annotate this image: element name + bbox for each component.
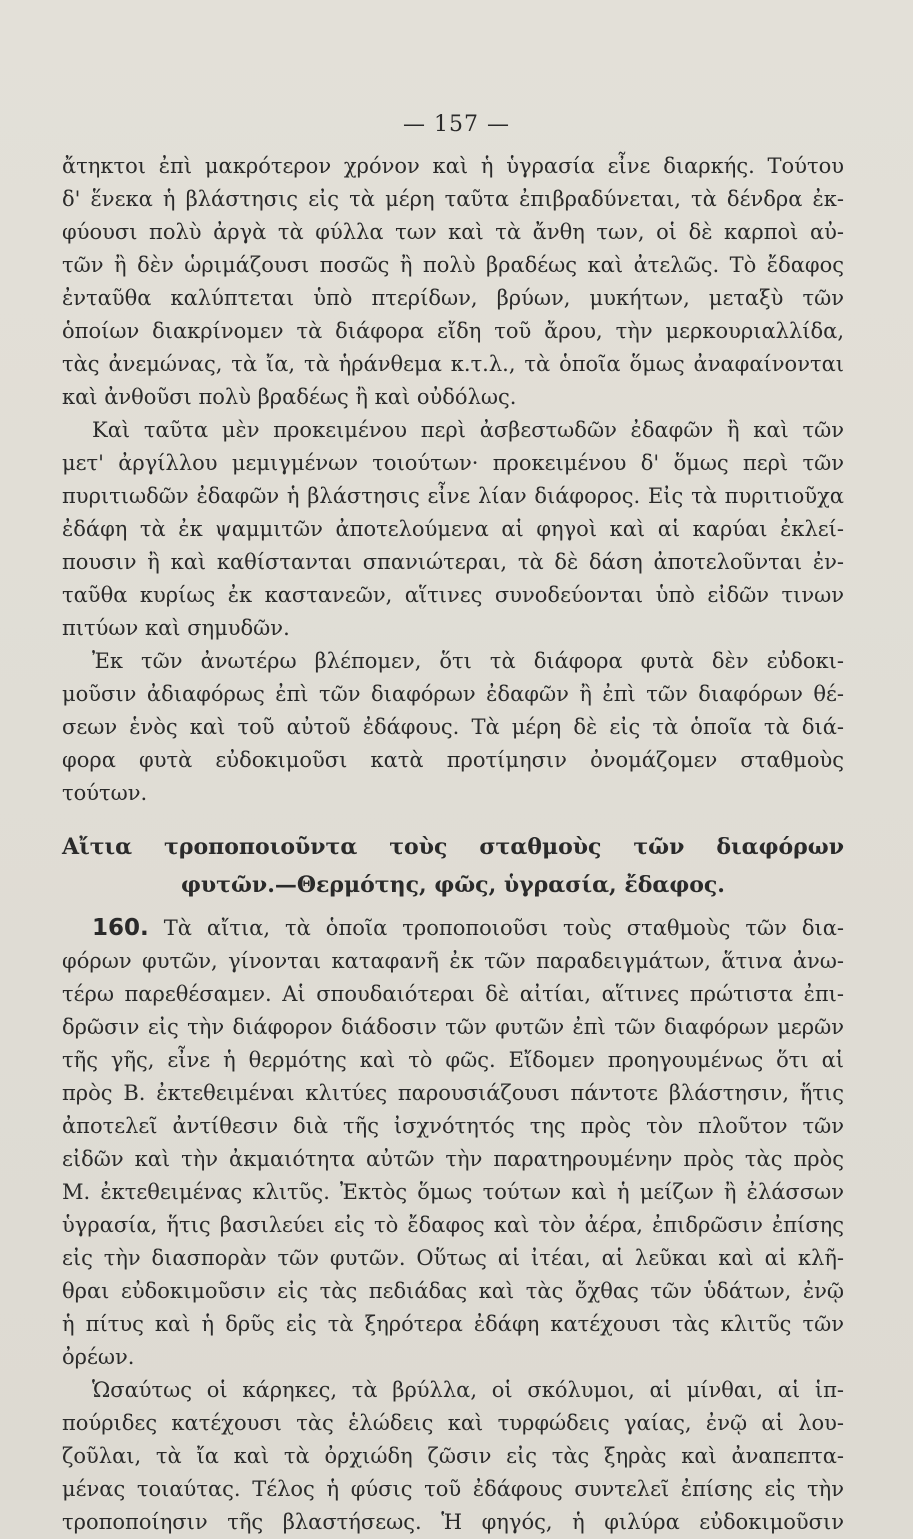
paragraph-3 xyxy=(62,645,844,810)
paragraph-2 xyxy=(62,414,844,645)
text-line: καὶ ἀνθοῦσι πολὺ βραδέως ἢ καὶ οὐδόλως. xyxy=(62,385,517,409)
paragraph-1 xyxy=(62,150,844,414)
text-line: μοῦσιν ἀδιαφόρως ἐπὶ τῶν διαφόρων ἐδαφῶν ἢ ἐπὶ τῶν διαφόρων θέ- xyxy=(62,682,844,706)
text-line xyxy=(62,912,844,945)
page-number: — 157 — xyxy=(403,112,510,137)
text-line: φύουσι πολὺ ἀργὰ τὰ φύλλα των καὶ τὰ ἄνθη των, οἱ δὲ καρποὶ αὐ- xyxy=(62,220,844,244)
text-line: δ' ἕνεκα ἡ βλάστησις εἰς τὰ μέρη ταῦτα ἐπιβραδύνεται, τὰ δένδρα ἐκ- xyxy=(62,187,844,211)
text-line: ὁποίων διακρίνομεν τὰ διάφορα εἴδη τοῦ ἄρου, τὴν μερκουριαλλίδα, xyxy=(62,319,844,343)
spacer xyxy=(62,810,844,828)
body-text xyxy=(62,150,844,1539)
text-line: μετ' ἀργίλλου μεμιγμένων τοιούτων· προκειμένου δ' ὅμως περὶ τῶν xyxy=(62,451,844,475)
text-line: ἐδάφη τὰ ἐκ ψαμμιτῶν ἀποτελούμενα αἱ φηγοὶ καὶ αἱ καρύαι ἐκλεί- xyxy=(62,517,844,541)
text-line: τούτων. xyxy=(62,781,148,805)
text-line: τῆς γῆς, εἶνε ἡ θερμότης καὶ τὸ φῶς. Εἴδομεν προηγουμένως ὅτι αἱ xyxy=(62,1048,844,1072)
text-line: ὑγρασία, ἥτις βασιλεύει εἰς τὸ ἔδαφος καὶ τὸν ἀέρα, ἐπιδρῶσιν ἐπίσης xyxy=(62,1213,844,1237)
text-line: ἐνταῦθα καλύπτεται ὑπὸ πτερίδων, βρύων, μυκήτων, μεταξὺ τῶν xyxy=(62,286,844,310)
text-line: ὀρέων. xyxy=(62,1345,135,1369)
text-line: ἡ πίτυς καὶ ἡ δρῦς εἰς τὰ ξηρότερα ἐδάφη κατέχουσι τὰς κλιτῦς τῶν xyxy=(62,1312,844,1336)
paragraph-5 xyxy=(62,1374,844,1539)
text-line: θραι εὐδοκιμοῦσιν εἰς τὰς πεδιάδας καὶ τὰς ὄχθας τῶν ὑδάτων, ἐνῷ xyxy=(62,1279,844,1303)
text-line: δρῶσιν εἰς τὴν διάφορον διάδοσιν τῶν φυτῶν ἐπὶ τῶν διαφόρων μερῶν xyxy=(62,1015,844,1039)
text-line: τὰς ἀνεμώνας, τὰ ἴα, τὰ ἡράνθεμα κ.τ.λ., τὰ ὁποῖα ὅμως ἀναφαίνονται xyxy=(62,352,844,376)
text-line: φόρων φυτῶν, γίνονται καταφανῆ ἐκ τῶν παραδειγμάτων, ἅτινα ἀνω- xyxy=(62,949,844,973)
text-line: Ἐκ τῶν ἀνωτέρω βλέπομεν, ὅτι τὰ διάφορα φυτὰ δὲν εὐδοκι- xyxy=(92,649,844,673)
text-line: τροποποίησιν τῆς βλαστήσεως. Ἡ φηγός, ἡ φιλύρα εὐδοκιμοῦσιν xyxy=(62,1510,844,1534)
section-heading xyxy=(62,828,844,904)
text-line: πυριτιωδῶν ἐδαφῶν ἡ βλάστησις εἶνε λίαν διάφορος. Εἰς τὰ πυριτιοῦχα xyxy=(62,484,844,508)
section-number: 160. xyxy=(92,915,149,941)
text-line: Μ. ἐκτεθειμένας κλιτῦς. Ἐκτὸς ὅμως τούτων καὶ ἡ μείζων ἢ ἐλάσσων xyxy=(62,1180,844,1204)
heading-line: Αἴτια τροποποιοῦντα τοὺς σταθμοὺς τῶν διαφόρων xyxy=(62,834,844,860)
text-line: ἀποτελεῖ ἀντίθεσιν διὰ τῆς ἰσχνότητός της πρὸς τὸν πλοῦτον τῶν xyxy=(62,1114,844,1138)
text-line: Καὶ ταῦτα μὲν προκειμένου περὶ ἀσβεστωδῶν ἐδαφῶν ἢ καὶ τῶν xyxy=(92,418,844,442)
heading-line: φυτῶν.—Θερμότης, φῶς, ὑγρασία, ἔδαφος. xyxy=(181,872,725,898)
text-line: πρὸς Β. ἐκτεθειμέναι κλιτύες παρουσιάζουσι πάντοτε βλάστησιν, ἥτις xyxy=(62,1081,844,1105)
text-line: φορα φυτὰ εὐδοκιμοῦσι κατὰ προτίμησιν ὀνομάζομεν σταθμοὺς xyxy=(62,748,844,772)
text-line: τέρω παρεθέσαμεν. Αἱ σπουδαιότεραι δὲ αἰτίαι, αἵτινες πρώτιστα ἐπι- xyxy=(62,982,844,1006)
paragraph-4 xyxy=(62,912,844,1374)
text-line: πιτύων καὶ σημυδῶν. xyxy=(62,616,290,640)
text-line: ζοῦλαι, τὰ ἴα καὶ τὰ ὀρχιώδη ζῶσιν εἰς τὰς ξηρὰς καὶ ἀναπεπτα- xyxy=(62,1444,844,1468)
text-line: πούριδες κατέχουσι τὰς ἑλώδεις καὶ τυρφώδεις γαίας, ἐνῷ αἱ λου- xyxy=(62,1411,844,1435)
text-line: τῶν ἢ δὲν ὡριμάζουσι ποσῶς ἢ πολὺ βραδέως καὶ ἀτελῶς. Τὸ ἔδαφος xyxy=(62,253,844,277)
text-line: πουσιν ἢ καὶ καθίστανται σπανιώτεραι, τὰ δὲ δάση ἀποτελοῦνται ἐν- xyxy=(62,550,844,574)
text-line: εἰδῶν καὶ τὴν ἀκμαιότητα αὐτῶν τὴν παρατηρουμένην πρὸς τὰς πρὸς xyxy=(62,1147,844,1171)
text-line: ταῦθα κυρίως ἐκ καστανεῶν, αἵτινες συνοδεύονται ὑπὸ εἰδῶν τινων xyxy=(62,583,844,607)
text-line: Ὡσαύτως οἱ κάρηκες, τὰ βρύλλα, οἱ σκόλυμοι, αἱ μίνθαι, αἱ ἱπ- xyxy=(92,1378,844,1402)
text-line: εἰς τὴν διασπορὰν τῶν φυτῶν. Οὕτως αἱ ἰτέαι, αἱ λεῦκαι καὶ αἱ κλῆ- xyxy=(62,1246,844,1270)
spacer xyxy=(62,904,844,912)
text-line: ἄτηκτοι ἐπὶ μακρότερον χρόνον καὶ ἡ ὑγρασία εἶνε διαρκής. Τούτου xyxy=(62,154,844,178)
text-line: σεων ἑνὸς καὶ τοῦ αὐτοῦ ἐδάφους. Τὰ μέρη δὲ εἰς τὰ ὁποῖα τὰ διά- xyxy=(62,715,844,739)
text-line-rest: Τὰ αἴτια, τὰ ὁποῖα τροποποιοῦσι τοὺς σταθμοὺς τῶν δια- xyxy=(148,916,844,940)
text-line: μένας τοιαύτας. Τέλος ἡ φύσις τοῦ ἐδάφους συντελεῖ ἐπίσης εἰς τὴν xyxy=(62,1477,844,1501)
